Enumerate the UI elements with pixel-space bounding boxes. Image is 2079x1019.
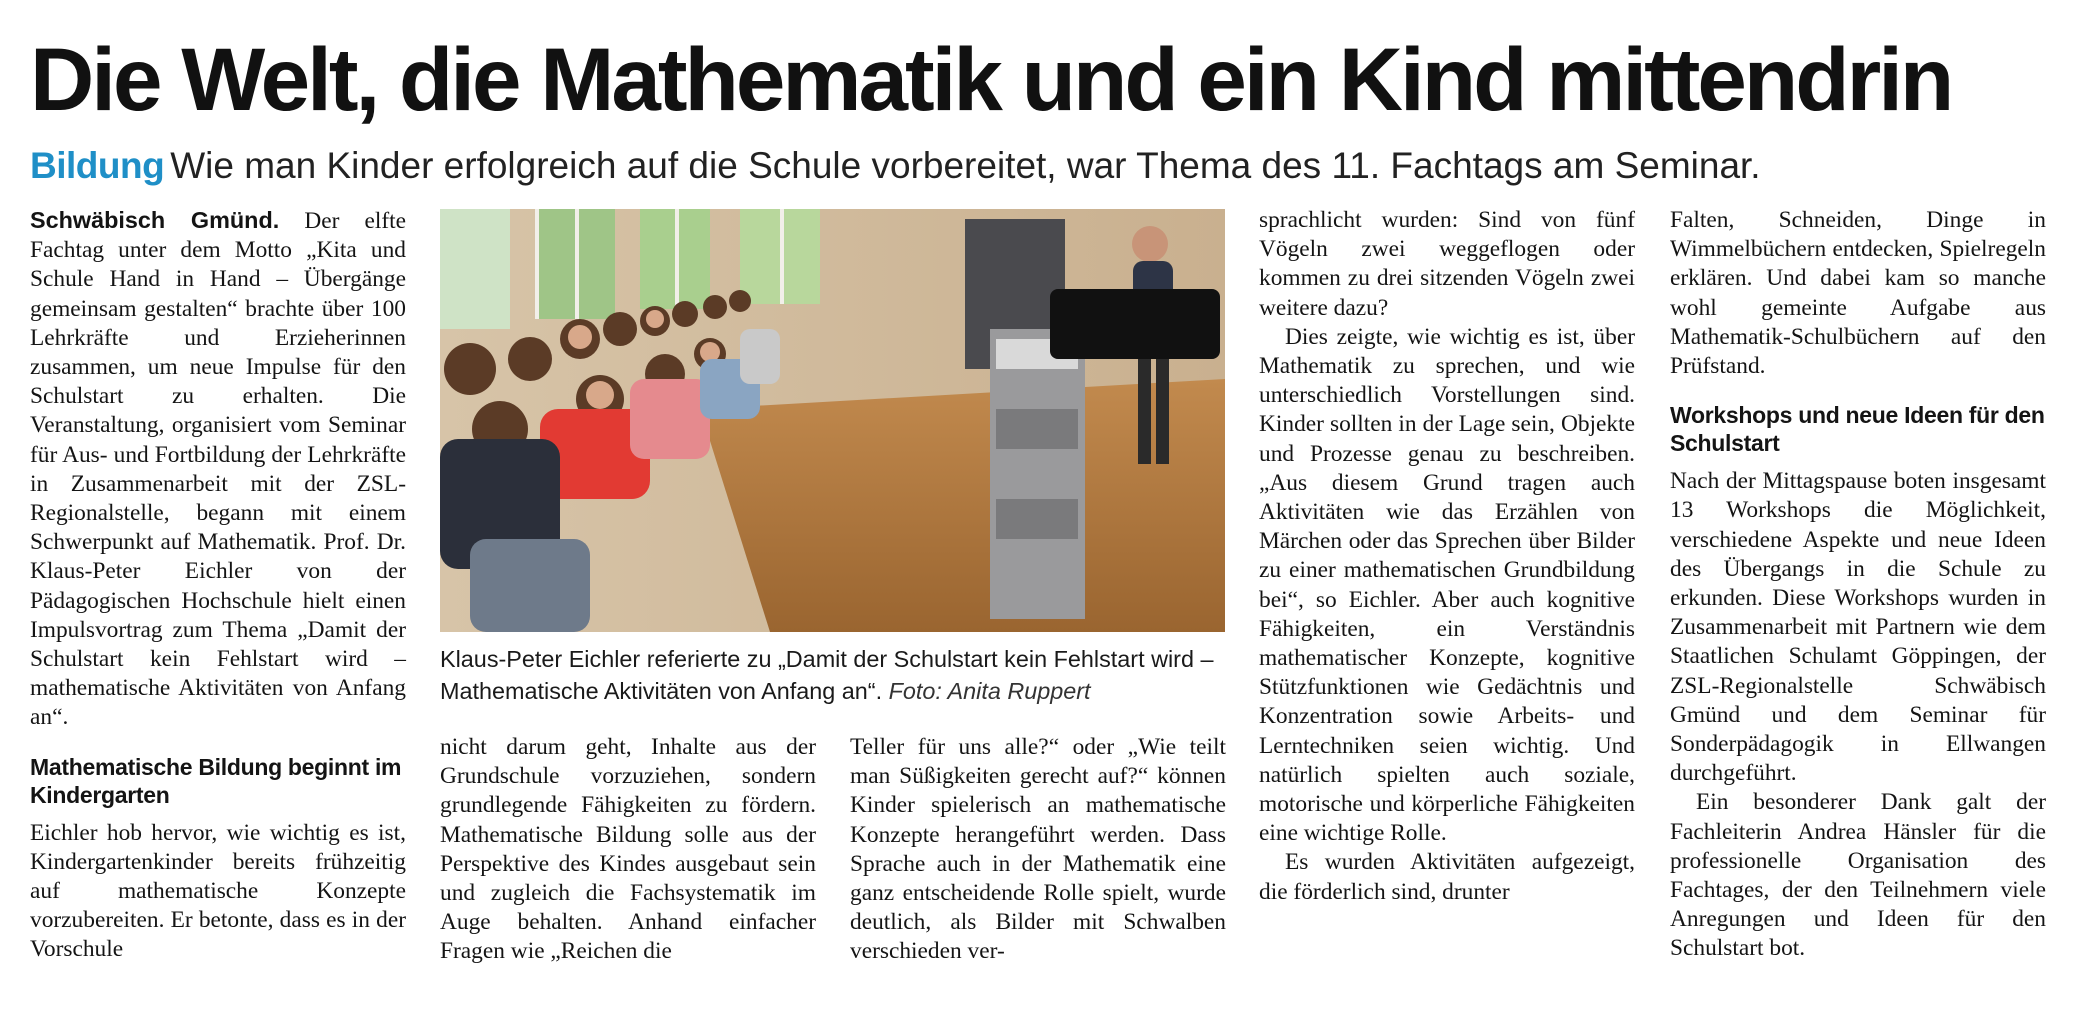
intro-paragraph — [30, 206, 406, 733]
article-headline: Die Welt, die Mathematik und ein Kind mittendrin — [30, 29, 1952, 129]
photo-caption — [440, 643, 1230, 707]
caption-text: Klaus-Peter Eichler referierte zu „Damit der Schulstart kein Fehlstart wird – Mathematische Aktivitäten von Anfang an“. — [440, 646, 1214, 704]
subhead-mathematics: Mathematische Bildung beginnt im Kindergarten — [30, 753, 402, 808]
column-3 — [850, 733, 1226, 967]
column-2 — [440, 733, 816, 967]
paragraph-language: Dies zeigte, wie wichtig es ist, über Mathematik zu sprechen, und wie unterschiedlich Vorstellungen sind. Kinder sollten in der Lage sein, Objekte und Prozesse genau zu beschreiben. „Aus diesem Grund tragen auch Aktivitäten wie das Erzählen von Märchen oder das Sprechen über Bilder zu einer mathematischen Grundbildung bei“, so Eichler. Aber auch kognitive Fähigkeiten, ein Verständnis mathematischer Konzepte, kognitive Stützfunktionen wie Gedächtnis und Konzentration sowie Arbeits- und Lerntechniken seien wichtig. Und natürlich spielten auch soziale, motorische und körperliche Fähigkeiten eine wichtige Rolle. — [1259, 323, 1635, 847]
paragraph-workshops: Nach der Mittagspause boten insgesamt 13 Workshops die Möglichkeit, verschiedene Aspekte und neue Ideen des Übergangs in die Schule zu erkunden. Diese Workshops wurden in Zusammenarbeit mit Partnern wie dem Staatlichen Schulamt Göppingen, der ZSL-Regionalstelle Schwäbisch Gmünd und dem Seminar für Sonderpädagogik in Ellwangen durchgeführt. — [1670, 468, 2046, 787]
article-photo — [440, 209, 1225, 632]
column-1 — [30, 206, 406, 965]
paragraph-activities-cont: Falten, Schneiden, Dinge in Wimmelbüchern entdecken, Spielregeln erklären. Und dabei kam so manche wohl gemeinte Aufgabe aus Mathematik-Schulbüchern auf den Prüfstand. — [1670, 207, 2046, 380]
column-5 — [1670, 206, 2046, 964]
photo-credit: Foto: Anita Ruppert — [888, 678, 1091, 704]
section-kicker: Bildung — [30, 145, 165, 186]
article-subline — [30, 142, 2050, 190]
paragraph-eichler-cont: nicht darum geht, Inhalte aus der Grundschule vorzuziehen, sondern grundlegende Fähigkeiten zu fördern. Mathematische Bildung solle aus der Perspektive des Kindes ausgebaut sein und zugleich die Fachsystematik im Auge behalten. Anhand einfacher Fragen wie „Reichen die — [440, 734, 816, 965]
lecture-hall-photo — [440, 209, 1225, 632]
paragraph-activities: Es wurden Aktivitäten aufgezeigt, die förderlich sind, drunter — [1259, 849, 1635, 905]
column-4 — [1259, 206, 1635, 907]
paragraph-birds: sprachlicht wurden: Sind von fünf Vögeln zwei weggeflogen oder kommen zu drei sitzenden Vögeln zwei weitere dazu? — [1259, 207, 1635, 321]
intro-text: Der elfte Fachtag unter dem Motto „Kita und Schule Hand in Hand – Übergänge gemeinsam gestalten“ brachte über 100 Lehrkräfte und Erzieherinnen zusammen, um neue Impulse für den Schulstart zu erhalten. Die Veranstaltung, organisiert vom Seminar für Aus- und Fortbildung der Lehrkräfte in Zusammenarbeit mit der ZSL-Regionalstelle, begann mit einem Schwerpunkt auf Mathematik. Prof. Dr. Klaus-Peter Eichler von der Pädagogischen Hochschule hielt einen Impulsvortrag zum Thema „Damit der Schulstart kein Fehlstart wird – mathematische Aktivitäten von Anfang an“. — [30, 208, 406, 731]
dateline: Schwäbisch Gmünd. — [30, 207, 280, 233]
subline-text: Wie man Kinder erfolgreich auf die Schule vorbereitet, war Thema des 11. Fachtags am Seminar. — [170, 145, 1761, 186]
paragraph-thanks: Ein besonderer Dank galt der Fachleiterin Andrea Hänsler für die professionelle Organisation des Fachtages, der den Teilnehmern viele Anregungen und Ideen für den Schulstart bot. — [1670, 789, 2046, 962]
paragraph-eichler-cont-2: Teller für uns alle?“ oder „Wie teilt man Süßigkeiten gerecht auf?“ können Kinder spielerisch an mathematische Konzepte herangeführt werden. Dass Sprache auch in der Mathematik eine ganz entscheidende Rolle spielt, wurde deutlich, als Bilder mit Schwalben verschieden ver- — [850, 734, 1226, 965]
subhead-workshops: Workshops und neue Ideen für den Schulstart — [1670, 402, 2045, 457]
paragraph-eichler-start: Eichler hob hervor, wie wichtig es ist, Kindergartenkinder bereits frühzeitig auf mathematische Konzepte vorzubereiten. Er betonte, dass es in der Vorschule — [30, 819, 406, 963]
